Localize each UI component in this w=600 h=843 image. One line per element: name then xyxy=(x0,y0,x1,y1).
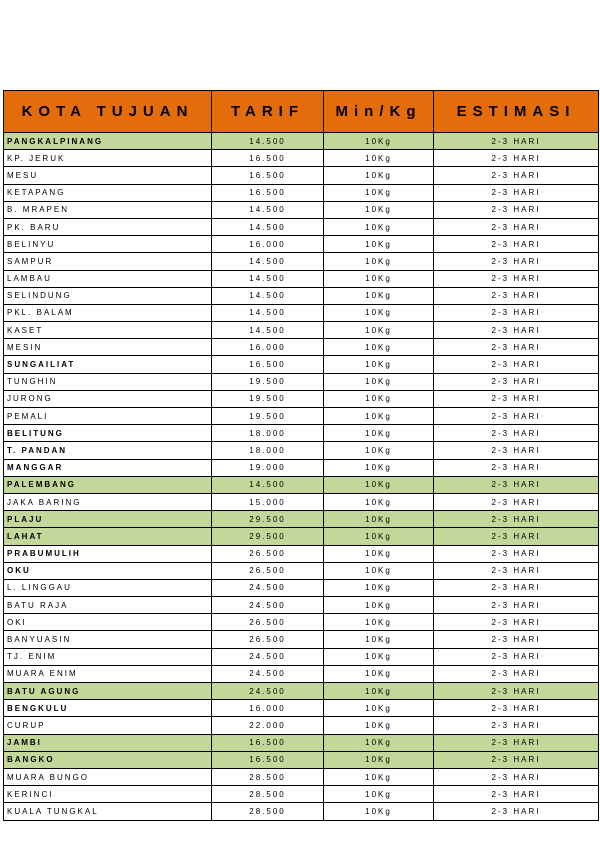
city-cell: T. PANDAN xyxy=(4,442,212,459)
city-cell: PANGKALPINANG xyxy=(4,133,212,150)
table-row xyxy=(4,442,599,459)
city-cell: MUARA ENIM xyxy=(4,665,212,682)
city-cell: JURONG xyxy=(4,390,212,407)
tariff-cell: 14.500 xyxy=(212,201,324,218)
city-cell: TUNGHIN xyxy=(4,373,212,390)
min-weight-cell: 10Kg xyxy=(324,579,434,596)
table-row xyxy=(4,734,599,751)
tariff-cell: 26.500 xyxy=(212,614,324,631)
estimate-cell: 2-3 HARI xyxy=(434,287,599,304)
table-row xyxy=(4,665,599,682)
city-cell: SAMPUR xyxy=(4,253,212,270)
table-row xyxy=(4,287,599,304)
city-cell: CURUP xyxy=(4,717,212,734)
estimate-cell: 2-3 HARI xyxy=(434,442,599,459)
city-cell: KETAPANG xyxy=(4,184,212,201)
min-weight-cell: 10Kg xyxy=(324,167,434,184)
column-header-tariff: TARIF xyxy=(212,91,324,133)
table-row xyxy=(4,390,599,407)
min-weight-cell: 10Kg xyxy=(324,803,434,820)
estimate-cell: 2-3 HARI xyxy=(434,648,599,665)
estimate-cell: 2-3 HARI xyxy=(434,700,599,717)
city-cell: MANGGAR xyxy=(4,459,212,476)
city-cell: KUALA TUNGKAL xyxy=(4,803,212,820)
estimate-cell: 2-3 HARI xyxy=(434,511,599,528)
table-row xyxy=(4,167,599,184)
city-cell: SELINDUNG xyxy=(4,287,212,304)
table-row xyxy=(4,717,599,734)
column-header-destination-city: KOTA TUJUAN xyxy=(4,91,212,133)
table-row xyxy=(4,768,599,785)
table-row xyxy=(4,683,599,700)
city-cell: BATU AGUNG xyxy=(4,683,212,700)
tariff-cell: 14.500 xyxy=(212,253,324,270)
estimate-cell: 2-3 HARI xyxy=(434,786,599,803)
table-row xyxy=(4,751,599,768)
table-row xyxy=(4,408,599,425)
estimate-cell: 2-3 HARI xyxy=(434,665,599,682)
table-body xyxy=(4,133,599,821)
estimate-cell: 2-3 HARI xyxy=(434,545,599,562)
estimate-cell: 2-3 HARI xyxy=(434,322,599,339)
tariff-cell: 18.000 xyxy=(212,425,324,442)
min-weight-cell: 10Kg xyxy=(324,493,434,510)
estimate-cell: 2-3 HARI xyxy=(434,184,599,201)
estimate-cell: 2-3 HARI xyxy=(434,579,599,596)
city-cell: BATU RAJA xyxy=(4,597,212,614)
table-row xyxy=(4,150,599,167)
table-row xyxy=(4,597,599,614)
city-cell: KASET xyxy=(4,322,212,339)
table-row xyxy=(4,511,599,528)
city-cell: KERINCI xyxy=(4,786,212,803)
city-cell: BELITUNG xyxy=(4,425,212,442)
min-weight-cell: 10Kg xyxy=(324,545,434,562)
city-cell: PALEMBANG xyxy=(4,476,212,493)
city-cell: OKU xyxy=(4,562,212,579)
tariff-cell: 16.500 xyxy=(212,356,324,373)
city-cell: LAMBAU xyxy=(4,270,212,287)
table-row xyxy=(4,425,599,442)
min-weight-cell: 10Kg xyxy=(324,390,434,407)
table-row xyxy=(4,339,599,356)
estimate-cell: 2-3 HARI xyxy=(434,717,599,734)
tariff-cell: 28.500 xyxy=(212,786,324,803)
min-weight-cell: 10Kg xyxy=(324,270,434,287)
min-weight-cell: 10Kg xyxy=(324,373,434,390)
header-row xyxy=(4,91,599,133)
tariff-cell: 14.500 xyxy=(212,133,324,150)
min-weight-cell: 10Kg xyxy=(324,236,434,253)
table-row xyxy=(4,253,599,270)
estimate-cell: 2-3 HARI xyxy=(434,768,599,785)
tariff-cell: 16.500 xyxy=(212,167,324,184)
tariff-cell: 28.500 xyxy=(212,803,324,820)
estimate-cell: 2-3 HARI xyxy=(434,751,599,768)
min-weight-cell: 10Kg xyxy=(324,218,434,235)
tariff-cell: 24.500 xyxy=(212,597,324,614)
column-header-min-weight: Min/Kg xyxy=(324,91,434,133)
table-row xyxy=(4,803,599,820)
min-weight-cell: 10Kg xyxy=(324,408,434,425)
table-row xyxy=(4,133,599,150)
estimate-cell: 2-3 HARI xyxy=(434,373,599,390)
tariff-cell: 14.500 xyxy=(212,287,324,304)
tariff-cell: 26.500 xyxy=(212,562,324,579)
tariff-cell: 16.500 xyxy=(212,184,324,201)
city-cell: L. LINGGAU xyxy=(4,579,212,596)
min-weight-cell: 10Kg xyxy=(324,751,434,768)
estimate-cell: 2-3 HARI xyxy=(434,803,599,820)
tariff-cell: 14.500 xyxy=(212,304,324,321)
city-cell: JAMBI xyxy=(4,734,212,751)
tariff-cell: 26.500 xyxy=(212,545,324,562)
city-cell: PEMALI xyxy=(4,408,212,425)
table-row xyxy=(4,545,599,562)
tariff-cell: 19.000 xyxy=(212,459,324,476)
min-weight-cell: 10Kg xyxy=(324,201,434,218)
table-row xyxy=(4,322,599,339)
estimate-cell: 2-3 HARI xyxy=(434,614,599,631)
estimate-cell: 2-3 HARI xyxy=(434,304,599,321)
table-row xyxy=(4,201,599,218)
city-cell: LAHAT xyxy=(4,528,212,545)
city-cell: JAKA BARING xyxy=(4,493,212,510)
tariff-cell: 19.500 xyxy=(212,373,324,390)
table-header xyxy=(4,91,599,133)
city-cell: MUARA BUNGO xyxy=(4,768,212,785)
estimate-cell: 2-3 HARI xyxy=(434,597,599,614)
tariff-cell: 29.500 xyxy=(212,528,324,545)
city-cell: KP. JERUK xyxy=(4,150,212,167)
tariff-cell: 24.500 xyxy=(212,683,324,700)
estimate-cell: 2-3 HARI xyxy=(434,236,599,253)
table-row xyxy=(4,493,599,510)
table-row xyxy=(4,631,599,648)
table-row xyxy=(4,476,599,493)
tariff-cell: 22.000 xyxy=(212,717,324,734)
table-row xyxy=(4,562,599,579)
estimate-cell: 2-3 HARI xyxy=(434,339,599,356)
min-weight-cell: 10Kg xyxy=(324,511,434,528)
min-weight-cell: 10Kg xyxy=(324,648,434,665)
tariff-cell: 16.500 xyxy=(212,734,324,751)
estimate-cell: 2-3 HARI xyxy=(434,390,599,407)
min-weight-cell: 10Kg xyxy=(324,425,434,442)
estimate-cell: 2-3 HARI xyxy=(434,270,599,287)
tariff-cell: 19.500 xyxy=(212,390,324,407)
min-weight-cell: 10Kg xyxy=(324,734,434,751)
estimate-cell: 2-3 HARI xyxy=(434,201,599,218)
estimate-cell: 2-3 HARI xyxy=(434,734,599,751)
city-cell: TJ. ENIM xyxy=(4,648,212,665)
table-row xyxy=(4,270,599,287)
tariff-cell: 24.500 xyxy=(212,648,324,665)
tariff-cell: 15.000 xyxy=(212,493,324,510)
tariff-cell: 14.500 xyxy=(212,322,324,339)
min-weight-cell: 10Kg xyxy=(324,683,434,700)
min-weight-cell: 10Kg xyxy=(324,339,434,356)
table-row xyxy=(4,373,599,390)
tariff-cell: 14.500 xyxy=(212,218,324,235)
estimate-cell: 2-3 HARI xyxy=(434,476,599,493)
city-cell: PRABUMULIH xyxy=(4,545,212,562)
min-weight-cell: 10Kg xyxy=(324,304,434,321)
estimate-cell: 2-3 HARI xyxy=(434,408,599,425)
tariff-cell: 29.500 xyxy=(212,511,324,528)
estimate-cell: 2-3 HARI xyxy=(434,150,599,167)
estimate-cell: 2-3 HARI xyxy=(434,133,599,150)
tariff-cell: 18.000 xyxy=(212,442,324,459)
table-row xyxy=(4,614,599,631)
city-cell: SUNGAILIAT xyxy=(4,356,212,373)
min-weight-cell: 10Kg xyxy=(324,133,434,150)
min-weight-cell: 10Kg xyxy=(324,768,434,785)
city-cell: B. MRAPEN xyxy=(4,201,212,218)
city-cell: BENGKULU xyxy=(4,700,212,717)
min-weight-cell: 10Kg xyxy=(324,150,434,167)
city-cell: PLAJU xyxy=(4,511,212,528)
tariff-cell: 28.500 xyxy=(212,768,324,785)
estimate-cell: 2-3 HARI xyxy=(434,356,599,373)
min-weight-cell: 10Kg xyxy=(324,717,434,734)
city-cell: OKI xyxy=(4,614,212,631)
table-row xyxy=(4,184,599,201)
tariff-cell: 16.500 xyxy=(212,150,324,167)
tariff-cell: 14.500 xyxy=(212,476,324,493)
estimate-cell: 2-3 HARI xyxy=(434,631,599,648)
tariff-cell: 16.000 xyxy=(212,700,324,717)
city-cell: PKL. BALAM xyxy=(4,304,212,321)
min-weight-cell: 10Kg xyxy=(324,597,434,614)
tariff-cell: 19.500 xyxy=(212,408,324,425)
min-weight-cell: 10Kg xyxy=(324,442,434,459)
min-weight-cell: 10Kg xyxy=(324,459,434,476)
tariff-cell: 26.500 xyxy=(212,631,324,648)
table-row xyxy=(4,459,599,476)
column-header-estimate: ESTIMASI xyxy=(434,91,599,133)
min-weight-cell: 10Kg xyxy=(324,184,434,201)
min-weight-cell: 10Kg xyxy=(324,356,434,373)
min-weight-cell: 10Kg xyxy=(324,528,434,545)
estimate-cell: 2-3 HARI xyxy=(434,528,599,545)
table-row xyxy=(4,356,599,373)
estimate-cell: 2-3 HARI xyxy=(434,253,599,270)
min-weight-cell: 10Kg xyxy=(324,614,434,631)
table-row xyxy=(4,579,599,596)
table-row xyxy=(4,700,599,717)
estimate-cell: 2-3 HARI xyxy=(434,683,599,700)
table-row xyxy=(4,528,599,545)
tariff-cell: 24.500 xyxy=(212,665,324,682)
table-row xyxy=(4,218,599,235)
tariff-cell: 14.500 xyxy=(212,270,324,287)
min-weight-cell: 10Kg xyxy=(324,700,434,717)
min-weight-cell: 10Kg xyxy=(324,322,434,339)
min-weight-cell: 10Kg xyxy=(324,665,434,682)
table-row xyxy=(4,236,599,253)
estimate-cell: 2-3 HARI xyxy=(434,459,599,476)
city-cell: BANGKO xyxy=(4,751,212,768)
city-cell: BELINYU xyxy=(4,236,212,253)
estimate-cell: 2-3 HARI xyxy=(434,562,599,579)
min-weight-cell: 10Kg xyxy=(324,786,434,803)
tariff-cell: 16.000 xyxy=(212,339,324,356)
table-row xyxy=(4,304,599,321)
table-row xyxy=(4,786,599,803)
city-cell: BANYUASIN xyxy=(4,631,212,648)
city-cell: PK. BARU xyxy=(4,218,212,235)
min-weight-cell: 10Kg xyxy=(324,287,434,304)
estimate-cell: 2-3 HARI xyxy=(434,218,599,235)
tariff-cell: 16.000 xyxy=(212,236,324,253)
estimate-cell: 2-3 HARI xyxy=(434,425,599,442)
estimate-cell: 2-3 HARI xyxy=(434,493,599,510)
shipping-rate-table xyxy=(3,90,599,821)
min-weight-cell: 10Kg xyxy=(324,476,434,493)
tariff-cell: 24.500 xyxy=(212,579,324,596)
min-weight-cell: 10Kg xyxy=(324,631,434,648)
tariff-cell: 16.500 xyxy=(212,751,324,768)
min-weight-cell: 10Kg xyxy=(324,253,434,270)
city-cell: MESIN xyxy=(4,339,212,356)
table-row xyxy=(4,648,599,665)
city-cell: MESU xyxy=(4,167,212,184)
estimate-cell: 2-3 HARI xyxy=(434,167,599,184)
min-weight-cell: 10Kg xyxy=(324,562,434,579)
